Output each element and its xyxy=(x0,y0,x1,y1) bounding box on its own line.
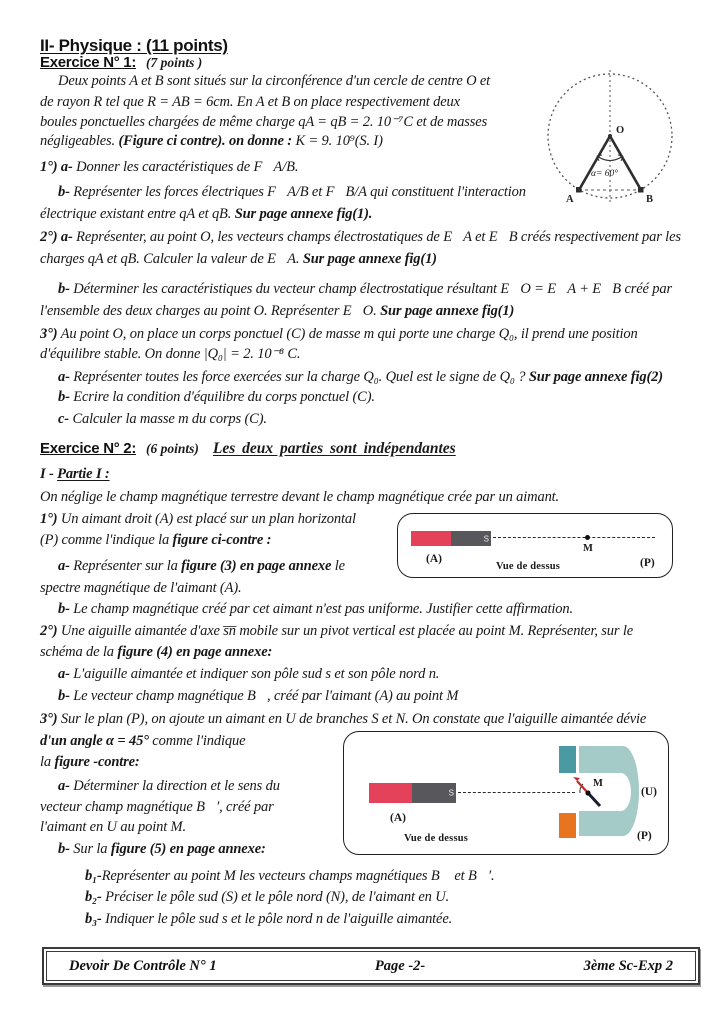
exercise2-points: (6 points) xyxy=(146,441,199,456)
label-angle: α= 60° xyxy=(591,169,619,179)
figure-top-view-magnet xyxy=(397,513,673,578)
footer-class-label: 3ème Sc-Exp 2 xyxy=(583,957,673,974)
text-line: la figure -contre: xyxy=(40,754,140,770)
text-line: vecteur champ magnétique B⃗′, créé par xyxy=(40,799,274,815)
text-line: schéma de la figure (4) en page annexe: xyxy=(40,644,273,660)
needle-pivot xyxy=(585,790,590,795)
text-line: 1°) Un aimant droit (A) est placé sur un plan horizontal xyxy=(40,511,356,527)
figure-u-magnet-view xyxy=(343,731,669,855)
point-a-marker xyxy=(576,187,582,193)
text-line: l'ensemble des deux charges au point O. Représenter E⃗O. Sur page annexe fig(1) xyxy=(40,303,515,319)
text-line: b- Sur la figure (5) en page annexe: xyxy=(58,841,266,857)
text-line: boules ponctuelles chargées de même charge qA = qB = 2. 10⁻⁷C et de masses xyxy=(40,114,488,130)
text-line: électrique existant entre qA et qB. Sur page annexe fig(1). xyxy=(40,206,373,222)
text-line: de rayon R tel que R = AB = 6cm. En A et B on place respectivement deux xyxy=(40,94,460,110)
segment-ob xyxy=(610,136,641,190)
point-m-label: M xyxy=(583,543,593,554)
u-magnet-bottom-pole xyxy=(559,813,576,838)
text-line: On néglige le champ magnétique terrestre devant le champ magnétique crée par un aimant. xyxy=(40,489,560,505)
text-line: a- Déterminer la direction et le sens du xyxy=(58,778,280,794)
needle-arrowhead xyxy=(573,777,580,781)
text-line: d'un angle α = 45° comme l'indique xyxy=(40,733,246,749)
exercise1-points: (7 points ) xyxy=(146,55,203,70)
text-line: d'équilibre stable. On donne |Q₀| = 2. 10⁻⁸ C. xyxy=(40,346,301,362)
text-line: 2°) a- Représenter, au point O, les vecteurs champs électrostatiques de E⃗A et E⃗B créés respectivement par les xyxy=(40,229,681,245)
label-o: O xyxy=(616,125,625,136)
text-line: 3°) Au point O, on place un corps ponctuel (C) de masse m qui porte une charge Q₀, il prend une position xyxy=(40,326,638,342)
text-line: charges qA et qB. Calculer la valeur de E⃗A. Sur page annexe fig(1) xyxy=(40,251,437,267)
text-line: Deux points A et B sont situés sur la circonférence d'un cercle de centre O et xyxy=(58,73,491,89)
text-line: b- Ecrire la condition d'équilibre du corps ponctuel (C). xyxy=(58,389,375,405)
top-view-caption: Vue de dessus xyxy=(404,833,469,844)
text-line: b₂- Préciser le pôle sud (S) et le pôle nord (N), de l'aimant en U. xyxy=(85,889,450,905)
text-line: a- Représenter sur la figure (3) en page annexe le xyxy=(58,558,345,574)
axis-dashed-line xyxy=(493,537,655,538)
exercise1-header xyxy=(40,54,202,72)
text-line: b- Le champ magnétique créé par cet aimant n'est pas uniforme. Justifier cette affirmation. xyxy=(58,601,573,617)
text-line: b- Déterminer les caractéristiques du vecteur champ électrostatique résultant E⃗O = E⃗A + E⃗B créé par xyxy=(58,281,672,297)
top-view-caption: Vue de dessus xyxy=(496,561,561,572)
text-line: c- Calculer la masse m du corps (C). xyxy=(58,411,267,427)
circle-figure xyxy=(543,58,683,213)
text-line: spectre magnétique de l'aimant (A). xyxy=(40,580,242,596)
u-magnet-and-needle xyxy=(344,732,670,856)
footer-frame xyxy=(46,951,696,981)
magnet-south-half xyxy=(451,531,491,546)
text-line: 2°) Une aiguille aimantée d'axe s̅n̅ mobile sur un pivot vertical est placée au point M. Représenter, sur le xyxy=(40,623,634,639)
point-m-label: M xyxy=(593,778,603,789)
needle-south-half xyxy=(588,793,600,806)
text-line: b₁-Représenter au point M les vecteurs champs magnétiques B⃗ et B⃗′. xyxy=(85,868,495,884)
label-b: B xyxy=(646,194,654,205)
point-b-marker xyxy=(638,187,644,193)
magnet-a-label: (A) xyxy=(390,812,406,824)
u-magnet-label: (U) xyxy=(641,786,657,798)
section-title: II- Physique : (11 points) xyxy=(40,36,228,55)
text-line: (P) comme l'indique la figure ci-contre : xyxy=(40,532,272,548)
text-line: b- Le vecteur champ magnétique B⃗, créé par l'aimant (A) au point M xyxy=(58,688,459,704)
magnet-north-half xyxy=(411,531,451,546)
segment-oa xyxy=(579,136,610,190)
magnet-a-label: (A) xyxy=(426,553,442,565)
page-footer xyxy=(42,947,700,985)
pole-s-label: S xyxy=(483,533,489,543)
text-line: a- Représenter toutes les force exercées sur la charge Q₀. Quel est le signe de Q₀ ? Sur page annexe fig(2) xyxy=(58,369,663,385)
text-line: négligeables. (Figure ci contre). on donne : K = 9. 10⁹(S. I) xyxy=(40,133,383,149)
exercise2-subtitle: Les deux parties sont indépendantes xyxy=(212,440,456,457)
text-line: 3°) Sur le plan (P), on ajoute un aimant en U de branches S et N. On constate que l'aiguille aimantée dévie xyxy=(40,711,647,727)
text-line: a- L'aiguille aimantée et indiquer son pôle sud s et son pôle nord n. xyxy=(58,666,440,682)
exercise2-header xyxy=(40,440,456,458)
footer-page-number: Page -2- xyxy=(374,957,426,974)
exercise2-name: Exercice N° 2: xyxy=(40,440,137,457)
u-magnet-top-pole xyxy=(559,746,576,773)
plane-p-label: (P) xyxy=(640,557,655,569)
plane-p-label: (P) xyxy=(637,830,652,842)
text-line: b₃- Indiquer le pôle sud s et le pôle nord n de l'aiguille aimantée. xyxy=(85,911,453,927)
text-line: 1°) a- Donner les caractéristiques de F⃗A/B. xyxy=(40,159,299,175)
text-line: l'aimant en U au point M. xyxy=(40,819,186,835)
center-point xyxy=(608,134,612,138)
text-line: I - Partie I : xyxy=(40,466,110,482)
exercise1-name: Exercice N° 1: xyxy=(40,54,137,71)
label-a: A xyxy=(566,194,574,205)
pole-s-label: S xyxy=(448,788,454,798)
point-m-dot xyxy=(585,535,590,540)
footer-document-title: Devoir De Contrôle N° 1 xyxy=(69,957,217,974)
text-line: b- Représenter les forces électriques F⃗A/B et F⃗B/A qui constituent l'interaction xyxy=(58,184,526,200)
